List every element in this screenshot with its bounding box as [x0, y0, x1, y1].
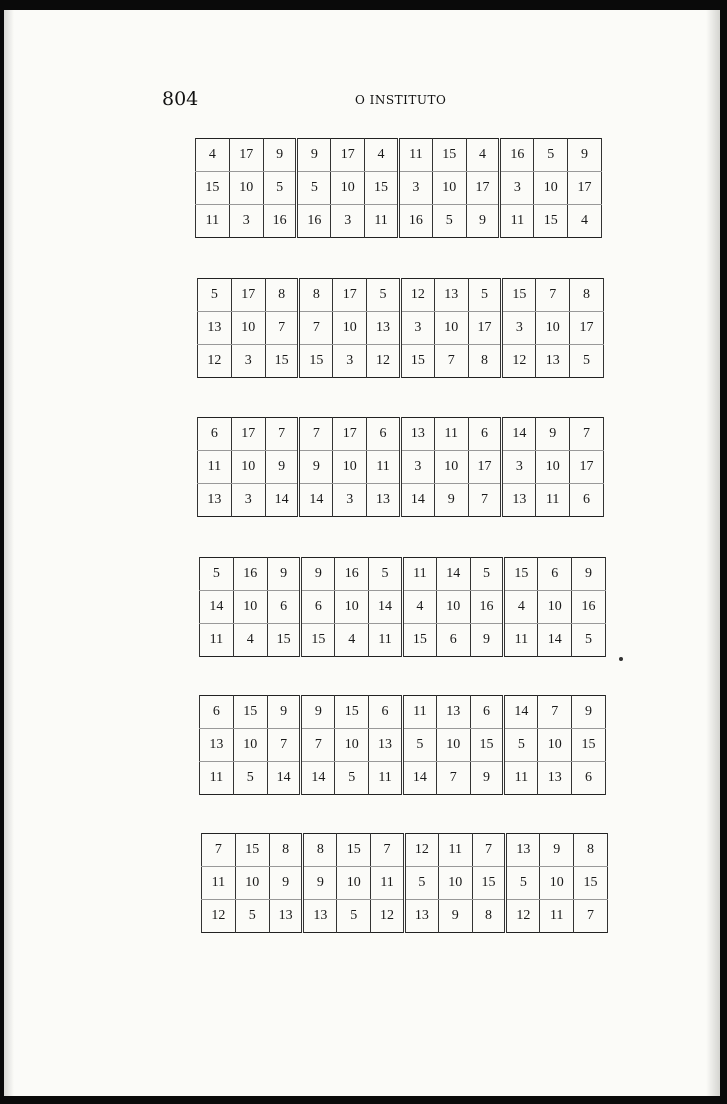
table-cell: 14	[200, 591, 234, 624]
table-cell: 10	[540, 867, 574, 900]
table-cell: 15	[267, 624, 301, 657]
table-cell: 9	[466, 205, 500, 238]
table-cell: 12	[371, 900, 405, 933]
table-row	[198, 312, 604, 345]
table-cell: 9	[536, 418, 570, 451]
table-cell: 10	[534, 172, 568, 205]
table-cell: 4	[233, 624, 267, 657]
number-table-6	[201, 833, 608, 933]
number-table-1	[195, 138, 602, 238]
table-cell: 9	[568, 139, 602, 172]
table-cell: 16	[572, 591, 606, 624]
table-cell: 11	[438, 834, 472, 867]
table-cell: 5	[402, 729, 436, 762]
table-cell: 14	[265, 484, 299, 517]
table-cell: 11	[504, 624, 538, 657]
table-cell: 10	[432, 172, 466, 205]
table-cell: 9	[301, 558, 335, 591]
table-cell: 8	[472, 900, 506, 933]
table-cell: 4	[568, 205, 602, 238]
table-cell: 3	[231, 484, 265, 517]
table-cell: 11	[200, 762, 234, 795]
number-table-2	[197, 278, 604, 378]
table-cell: 7	[202, 834, 236, 867]
table-cell: 3	[400, 451, 434, 484]
table-cell: 15	[572, 729, 606, 762]
table-cell: 9	[303, 867, 337, 900]
table-cell: 12	[400, 279, 434, 312]
table-cell: 10	[438, 867, 472, 900]
number-table-4	[199, 557, 606, 657]
table-cell: 11	[398, 139, 432, 172]
table-cell: 13	[367, 484, 401, 517]
table-cell: 16	[470, 591, 504, 624]
number-table-5	[199, 695, 606, 795]
table-cell: 9	[470, 762, 504, 795]
table-cell: 10	[436, 729, 470, 762]
table-cell: 5	[404, 867, 438, 900]
table-row	[198, 451, 604, 484]
table-cell: 12	[367, 345, 401, 378]
table-cell: 15	[534, 205, 568, 238]
table-cell: 11	[202, 867, 236, 900]
table-row	[202, 900, 608, 933]
table-cell: 13	[200, 729, 234, 762]
table-cell: 3	[229, 205, 263, 238]
table-cell: 5	[200, 558, 234, 591]
table-cell: 5	[534, 139, 568, 172]
table-cell: 8	[570, 279, 604, 312]
table-cell: 12	[404, 834, 438, 867]
table-cell: 14	[502, 418, 536, 451]
table-cell: 11	[369, 624, 403, 657]
table-cell: 16	[233, 558, 267, 591]
table-cell: 5	[263, 172, 297, 205]
table-cell: 9	[297, 139, 331, 172]
table-row	[196, 205, 602, 238]
table-row	[198, 484, 604, 517]
table-cell: 8	[299, 279, 333, 312]
table-cell: 9	[269, 867, 303, 900]
table-cell: 15	[470, 729, 504, 762]
table-cell: 11	[369, 762, 403, 795]
table-cell: 11	[536, 484, 570, 517]
table-cell: 13	[198, 312, 232, 345]
table-cell: 9	[572, 696, 606, 729]
table-row	[198, 418, 604, 451]
table-cell: 7	[299, 312, 333, 345]
table-cell: 3	[400, 312, 434, 345]
table-cell: 8	[303, 834, 337, 867]
table-cell: 13	[502, 484, 536, 517]
table-cell: 7	[301, 729, 335, 762]
table-row	[200, 624, 606, 657]
table-cell: 14	[402, 762, 436, 795]
table-row	[196, 172, 602, 205]
table-cell: 9	[438, 900, 472, 933]
table-cell: 3	[398, 172, 432, 205]
table-cell: 8	[468, 345, 502, 378]
table-cell: 10	[233, 729, 267, 762]
table-cell: 10	[436, 591, 470, 624]
table-cell: 11	[200, 624, 234, 657]
page-number: 804	[162, 88, 199, 110]
table-cell: 9	[265, 451, 299, 484]
table-cell: 6	[267, 591, 301, 624]
table-cell: 9	[263, 139, 297, 172]
table-cell: 14	[400, 484, 434, 517]
table-cell: 5	[468, 279, 502, 312]
table-cell: 17	[570, 451, 604, 484]
table-cell: 10	[335, 591, 369, 624]
table-cell: 17	[468, 451, 502, 484]
table-cell: 11	[402, 696, 436, 729]
table-cell: 9	[301, 696, 335, 729]
table-cell: 11	[196, 205, 230, 238]
table-cell: 10	[333, 451, 367, 484]
table-cell: 10	[536, 451, 570, 484]
table-cell: 15	[402, 624, 436, 657]
table-cell: 12	[506, 900, 540, 933]
table-cell: 15	[233, 696, 267, 729]
table-cell: 5	[504, 729, 538, 762]
number-table-3	[197, 417, 604, 517]
table-row	[200, 762, 606, 795]
table-cell: 11	[504, 762, 538, 795]
table-cell: 13	[434, 279, 468, 312]
table-cell: 6	[470, 696, 504, 729]
table-cell: 11	[540, 900, 574, 933]
table-cell: 5	[572, 624, 606, 657]
table-cell: 14	[299, 484, 333, 517]
table-cell: 7	[574, 900, 608, 933]
table-cell: 7	[538, 696, 572, 729]
table-cell: 14	[267, 762, 301, 795]
table-cell: 6	[538, 558, 572, 591]
table-cell: 7	[265, 312, 299, 345]
table-cell: 13	[404, 900, 438, 933]
table-row	[200, 558, 606, 591]
table-cell: 13	[436, 696, 470, 729]
table-row	[200, 729, 606, 762]
table-cell: 14	[504, 696, 538, 729]
table-cell: 10	[434, 451, 468, 484]
table-cell: 13	[506, 834, 540, 867]
table-cell: 7	[265, 418, 299, 451]
table-cell: 10	[335, 729, 369, 762]
table-cell: 10	[538, 729, 572, 762]
table-cell: 5	[235, 900, 269, 933]
table-cell: 10	[235, 867, 269, 900]
table-cell: 3	[502, 451, 536, 484]
table-cell: 11	[367, 451, 401, 484]
table-cell: 10	[337, 867, 371, 900]
table-cell: 16	[297, 205, 331, 238]
table-cell: 6	[468, 418, 502, 451]
table-cell: 7	[436, 762, 470, 795]
table-cell: 16	[335, 558, 369, 591]
table-cell: 6	[200, 696, 234, 729]
table-cell: 6	[367, 418, 401, 451]
table-cell: 5	[367, 279, 401, 312]
table-cell: 13	[198, 484, 232, 517]
table-cell: 13	[303, 900, 337, 933]
table-cell: 7	[371, 834, 405, 867]
table-cell: 5	[432, 205, 466, 238]
table-row	[202, 867, 608, 900]
table-cell: 3	[331, 205, 365, 238]
table-cell: 17	[568, 172, 602, 205]
table-cell: 10	[536, 312, 570, 345]
table-cell: 11	[371, 867, 405, 900]
table-cell: 8	[265, 279, 299, 312]
table-cell: 15	[365, 172, 399, 205]
table-cell: 17	[468, 312, 502, 345]
table-cell: 17	[231, 279, 265, 312]
table-cell: 8	[269, 834, 303, 867]
table-row	[202, 834, 608, 867]
table-cell: 13	[536, 345, 570, 378]
table-row	[196, 139, 602, 172]
table-cell: 5	[335, 762, 369, 795]
table-cell: 12	[502, 345, 536, 378]
table-cell: 5	[198, 279, 232, 312]
table-cell: 9	[540, 834, 574, 867]
table-cell: 15	[196, 172, 230, 205]
table-cell: 13	[400, 418, 434, 451]
table-cell: 3	[333, 484, 367, 517]
table-cell: 13	[367, 312, 401, 345]
table-cell: 10	[331, 172, 365, 205]
table-cell: 16	[500, 139, 534, 172]
table-cell: 11	[434, 418, 468, 451]
table-cell: 6	[436, 624, 470, 657]
table-cell: 9	[470, 624, 504, 657]
table-cell: 15	[574, 867, 608, 900]
table-cell: 15	[335, 696, 369, 729]
table-cell: 5	[337, 900, 371, 933]
table-row	[200, 591, 606, 624]
table-cell: 10	[231, 312, 265, 345]
table-cell: 9	[434, 484, 468, 517]
table-cell: 4	[365, 139, 399, 172]
table-cell: 14	[538, 624, 572, 657]
page-shadow-left	[4, 10, 14, 1096]
table-cell: 17	[331, 139, 365, 172]
table-cell: 5	[570, 345, 604, 378]
table-row	[200, 696, 606, 729]
table-cell: 7	[299, 418, 333, 451]
running-title: O INSTITUTO	[355, 93, 447, 107]
table-cell: 7	[434, 345, 468, 378]
table-cell: 15	[235, 834, 269, 867]
table-cell: 6	[570, 484, 604, 517]
table-cell: 15	[400, 345, 434, 378]
table-cell: 4	[402, 591, 436, 624]
table-cell: 17	[231, 418, 265, 451]
table-cell: 5	[297, 172, 331, 205]
table-cell: 9	[267, 558, 301, 591]
table-cell: 7	[570, 418, 604, 451]
table-cell: 10	[434, 312, 468, 345]
table-cell: 10	[333, 312, 367, 345]
table-cell: 15	[265, 345, 299, 378]
table-cell: 15	[504, 558, 538, 591]
table-cell: 9	[299, 451, 333, 484]
table-cell: 14	[369, 591, 403, 624]
table-cell: 3	[502, 312, 536, 345]
table-cell: 4	[196, 139, 230, 172]
table-cell: 5	[369, 558, 403, 591]
table-cell: 17	[229, 139, 263, 172]
table-cell: 16	[398, 205, 432, 238]
table-cell: 6	[572, 762, 606, 795]
table-cell: 3	[500, 172, 534, 205]
table-cell: 12	[198, 345, 232, 378]
table-cell: 14	[436, 558, 470, 591]
table-cell: 14	[301, 762, 335, 795]
table-row	[198, 345, 604, 378]
table-cell: 17	[570, 312, 604, 345]
table-cell: 12	[202, 900, 236, 933]
table-cell: 4	[335, 624, 369, 657]
table-cell: 5	[233, 762, 267, 795]
table-cell: 13	[269, 900, 303, 933]
table-cell: 11	[402, 558, 436, 591]
table-cell: 5	[470, 558, 504, 591]
table-cell: 11	[500, 205, 534, 238]
table-cell: 15	[502, 279, 536, 312]
table-cell: 13	[369, 729, 403, 762]
table-cell: 8	[574, 834, 608, 867]
table-cell: 10	[229, 172, 263, 205]
table-cell: 16	[263, 205, 297, 238]
table-cell: 4	[466, 139, 500, 172]
page-shadow-right	[706, 10, 720, 1096]
table-row	[198, 279, 604, 312]
table-cell: 3	[231, 345, 265, 378]
print-speck	[619, 657, 623, 661]
table-cell: 17	[333, 418, 367, 451]
table-cell: 15	[472, 867, 506, 900]
table-cell: 15	[337, 834, 371, 867]
table-cell: 10	[233, 591, 267, 624]
table-cell: 15	[301, 624, 335, 657]
table-cell: 9	[267, 696, 301, 729]
table-cell: 6	[301, 591, 335, 624]
table-cell: 11	[365, 205, 399, 238]
table-cell: 5	[506, 867, 540, 900]
table-cell: 11	[198, 451, 232, 484]
table-cell: 9	[572, 558, 606, 591]
table-cell: 3	[333, 345, 367, 378]
table-cell: 10	[538, 591, 572, 624]
table-cell: 7	[267, 729, 301, 762]
table-cell: 4	[504, 591, 538, 624]
table-cell: 7	[472, 834, 506, 867]
table-cell: 6	[198, 418, 232, 451]
table-cell: 7	[468, 484, 502, 517]
table-cell: 7	[536, 279, 570, 312]
table-cell: 10	[231, 451, 265, 484]
table-cell: 6	[369, 696, 403, 729]
table-cell: 17	[466, 172, 500, 205]
table-cell: 13	[538, 762, 572, 795]
table-cell: 17	[333, 279, 367, 312]
table-cell: 15	[299, 345, 333, 378]
table-cell: 15	[432, 139, 466, 172]
